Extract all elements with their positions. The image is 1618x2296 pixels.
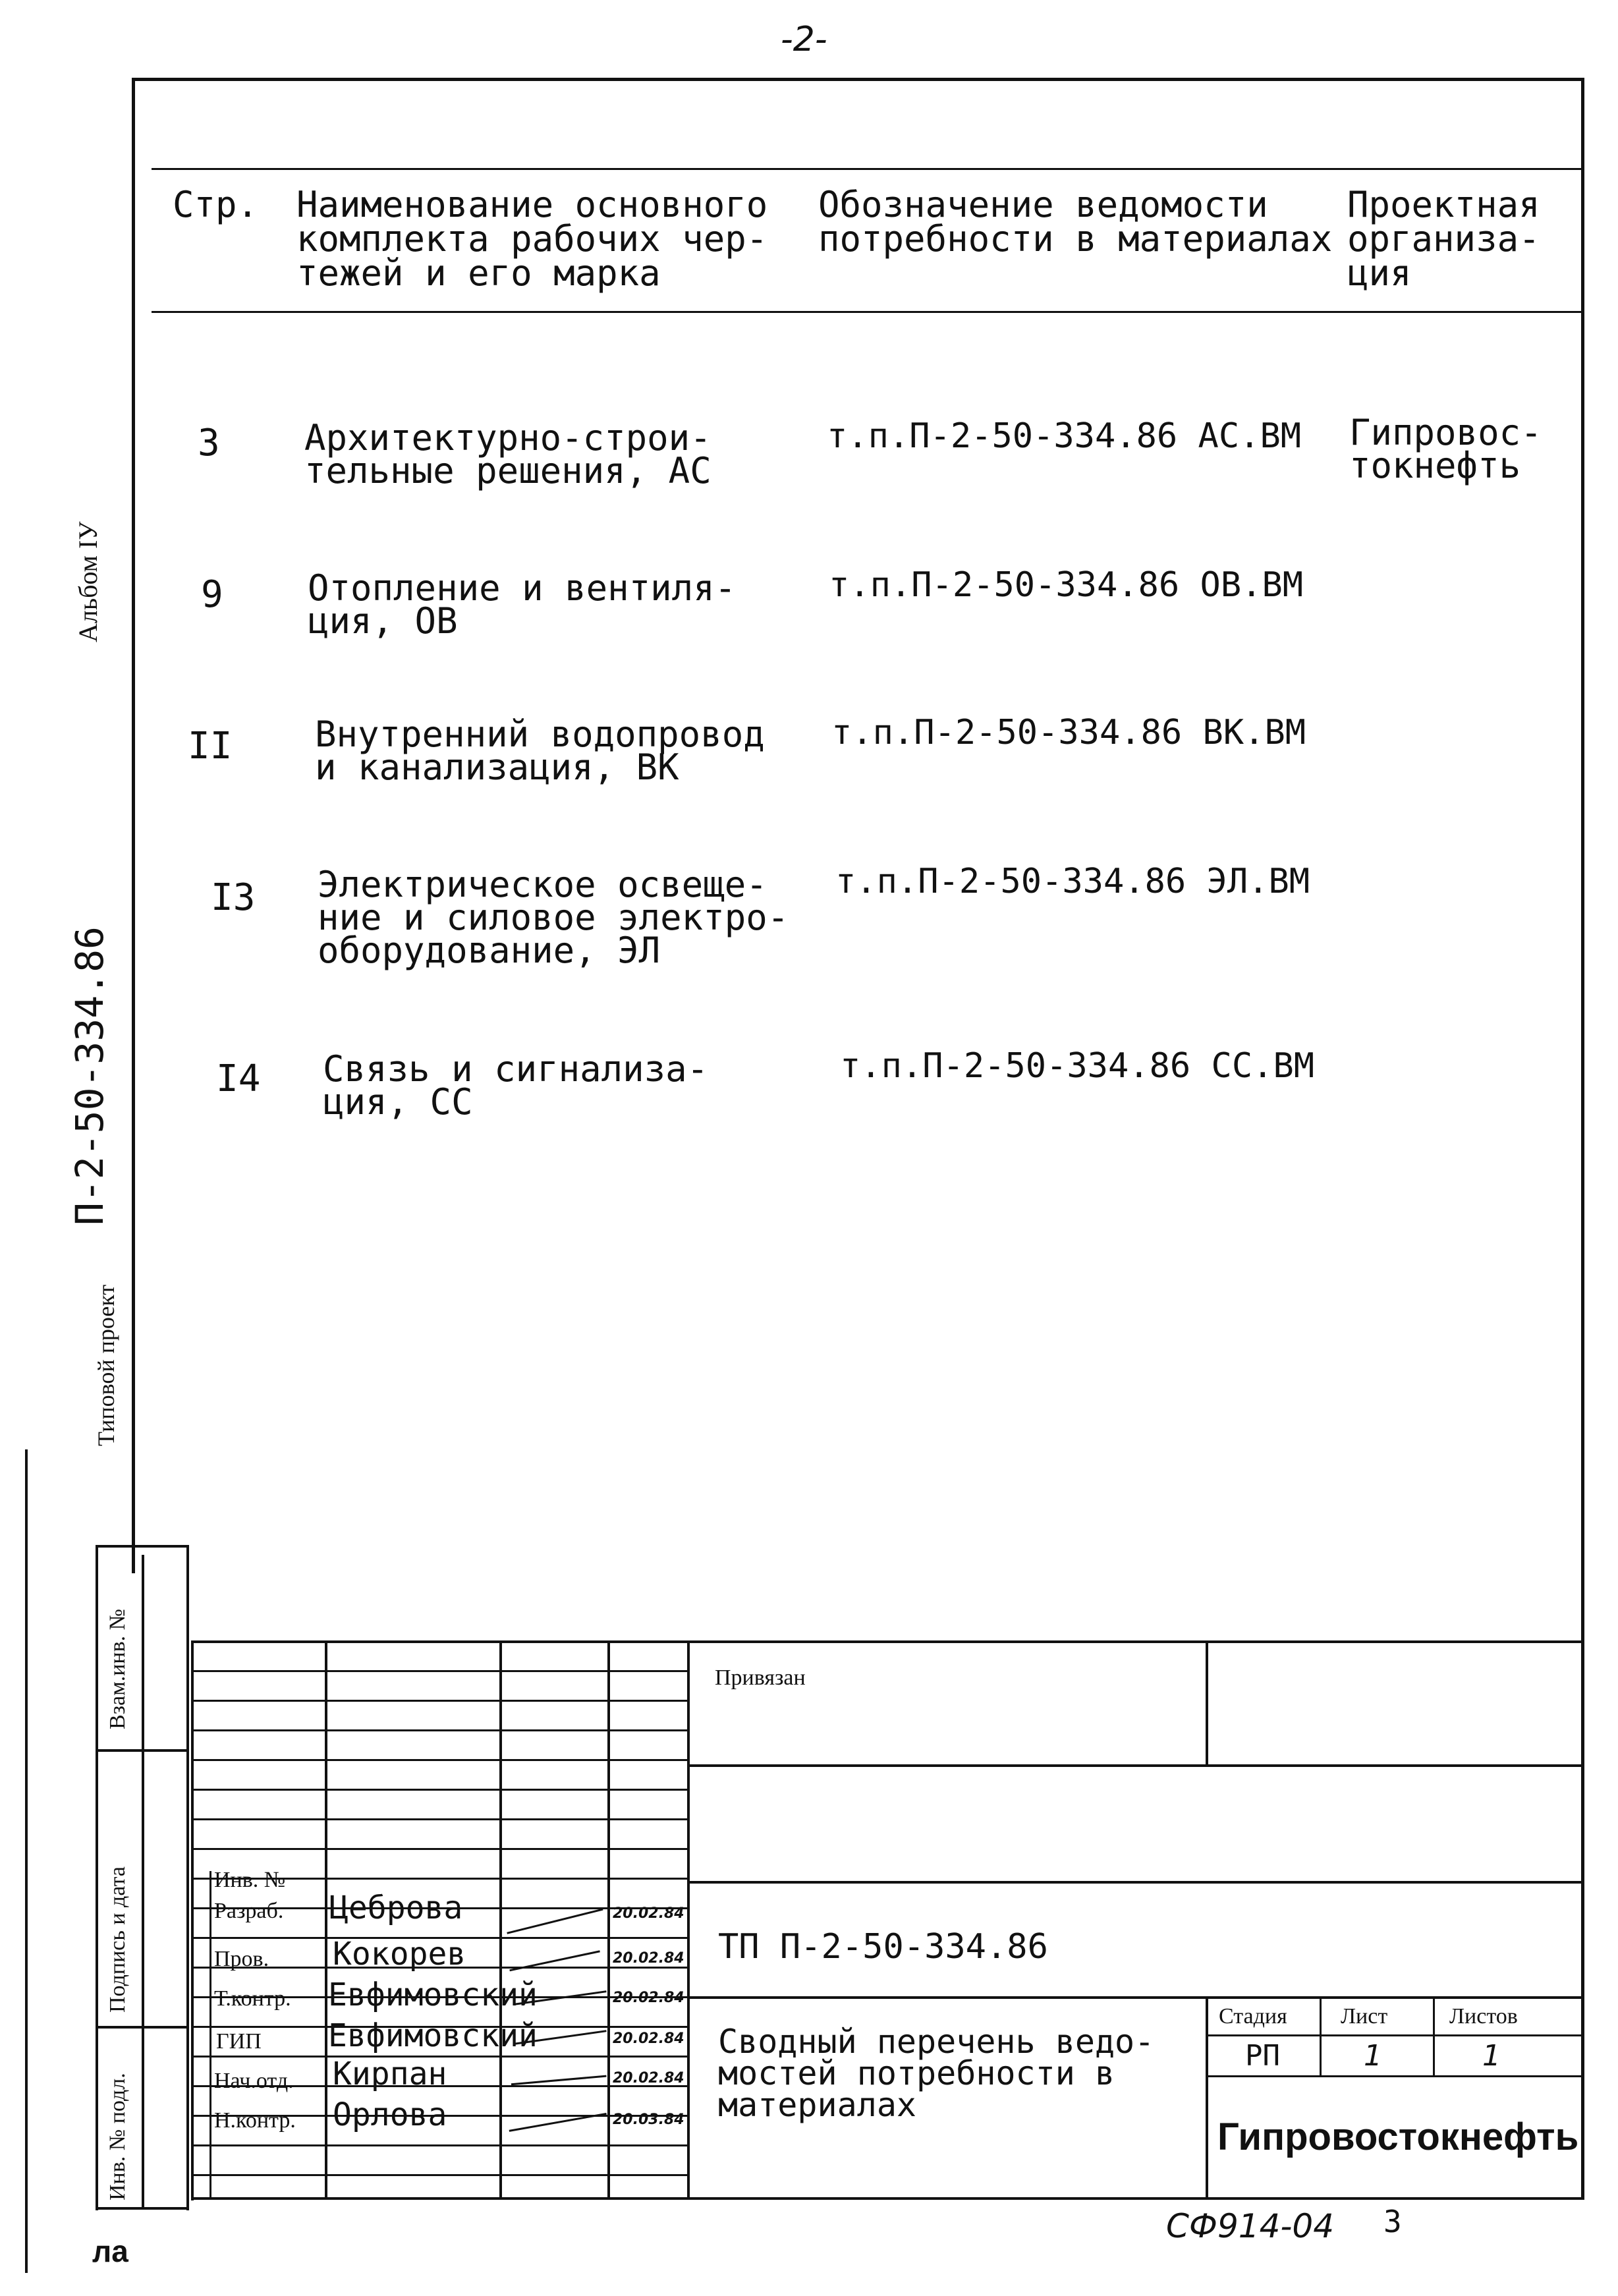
person-name: Кокорев bbox=[333, 1936, 466, 1973]
inv-no-label: Инв. № bbox=[214, 1868, 286, 1892]
grid-row bbox=[191, 1729, 688, 1731]
role-label: Пров. bbox=[214, 1947, 269, 1971]
grid-row bbox=[191, 1789, 688, 1791]
frame-left bbox=[132, 78, 135, 1573]
footer-code: СФ914-04 bbox=[1166, 2207, 1335, 2245]
tb-top bbox=[191, 1640, 1584, 1643]
row-name: Отопление и вентиля- ция, ОВ bbox=[308, 567, 737, 642]
grid-row bbox=[191, 1670, 688, 1672]
rb-col bbox=[1320, 1996, 1322, 2075]
sheet-label: Лист bbox=[1341, 2004, 1388, 2029]
stage-value: РП bbox=[1245, 2039, 1280, 2073]
side-box-bottom bbox=[96, 2207, 188, 2210]
project-label: Типовой проект bbox=[93, 1284, 119, 1446]
corner-text: ла bbox=[92, 2234, 128, 2268]
sign-date: 20.02.84 bbox=[613, 2070, 684, 2086]
role-label: Н.контр. bbox=[214, 2108, 296, 2133]
row-name: Связь и сигнализа- ция, СС bbox=[323, 1048, 709, 1123]
person-name: Евфимовский bbox=[328, 1976, 538, 2013]
stage-label: Стадия bbox=[1219, 2004, 1287, 2029]
sign-date: 20.03.84 bbox=[613, 2112, 684, 2128]
header-top-line bbox=[152, 168, 1584, 170]
side-box-mid bbox=[142, 1555, 144, 2207]
rb-row bbox=[1206, 2075, 1584, 2077]
row-name: Электрическое освеще- ние и силовое электро- оборудование, ЭЛ bbox=[318, 864, 789, 971]
row-org: Гипровос- токнефть bbox=[1349, 412, 1542, 486]
rb-row bbox=[687, 1764, 1584, 1767]
sheet-value: 1 bbox=[1364, 2039, 1382, 2073]
signature-image bbox=[503, 1895, 603, 1934]
sheets-value: 1 bbox=[1482, 2039, 1501, 2073]
tb-bottom bbox=[191, 2197, 1584, 2200]
signature-image bbox=[507, 2100, 607, 2132]
person-name: Евфимовский bbox=[328, 2017, 538, 2054]
grid-row bbox=[191, 1848, 688, 1850]
rb-row bbox=[687, 1881, 1584, 1884]
grid-row bbox=[191, 1700, 688, 1702]
row-code: т.п.П-2-50-334.86 СС.ВМ bbox=[840, 1046, 1315, 1086]
row-page: 3 bbox=[198, 422, 220, 464]
footer-page: 3 bbox=[1383, 2204, 1402, 2239]
row-code: т.п.П-2-50-334.86 АС.ВМ bbox=[827, 416, 1302, 456]
person-name: Цеброва bbox=[329, 1890, 463, 1926]
organization-name: Гипровостокнефть bbox=[1217, 2115, 1579, 2158]
side-box-div2 bbox=[96, 2026, 188, 2029]
grid-row bbox=[191, 2174, 688, 2176]
side-box-right bbox=[186, 1545, 189, 2210]
row-page: I3 bbox=[211, 876, 256, 919]
margin-line bbox=[25, 1449, 28, 2273]
sign-date: 20.02.84 bbox=[613, 2030, 684, 2047]
grid-col bbox=[209, 1871, 211, 2197]
doc-code: ТП П-2-50-334.86 bbox=[718, 1927, 1048, 1967]
grid-col bbox=[325, 1640, 327, 2197]
grid-row bbox=[191, 1818, 688, 1820]
privyazan-label: Привязан bbox=[715, 1666, 806, 1690]
row-code: т.п.П-2-50-334.86 ОВ.ВМ bbox=[829, 565, 1304, 605]
grid-col bbox=[607, 1640, 610, 2197]
document-title: Сводный перечень ведо- мостей потребности в материалах bbox=[718, 2023, 1155, 2124]
grid-col bbox=[687, 1640, 690, 2197]
rb-row bbox=[687, 1996, 1584, 1999]
sign-date: 20.02.84 bbox=[613, 1905, 684, 1922]
signature-image bbox=[510, 2065, 606, 2086]
row-page: II bbox=[188, 725, 233, 768]
grid-row bbox=[191, 1759, 688, 1761]
row-code: т.п.П-2-50-334.86 ЭЛ.ВМ bbox=[835, 862, 1310, 901]
header-org: Проектная организа- ция bbox=[1347, 184, 1540, 294]
frame-top bbox=[132, 78, 1584, 81]
inv-podl-label: Инв. № подл. bbox=[105, 2073, 130, 2200]
header-code: Обозначение ведомости потребности в материалах bbox=[818, 184, 1333, 260]
row-name: Внутренний водопровод и канализация, ВК bbox=[315, 714, 765, 788]
header-bottom-line bbox=[152, 311, 1584, 313]
row-name: Архитектурно-строи- тельные решения, АС bbox=[304, 417, 711, 491]
sheets-label: Листов bbox=[1449, 2004, 1518, 2029]
role-label: ГИП bbox=[216, 2029, 262, 2054]
person-name: Кирпан bbox=[333, 2056, 447, 2092]
rb-col bbox=[1433, 1996, 1435, 2075]
role-label: Т.контр. bbox=[214, 1986, 291, 2011]
rb-col bbox=[1206, 1996, 1208, 2197]
page-number: -2- bbox=[781, 20, 827, 59]
sign-date: 20.02.84 bbox=[613, 1990, 684, 2006]
side-box-div1 bbox=[96, 1749, 188, 1752]
grid-row bbox=[191, 2144, 688, 2146]
row-page: I4 bbox=[216, 1057, 261, 1100]
side-box-left bbox=[96, 1545, 98, 2210]
header-page: Стр. bbox=[173, 184, 259, 225]
privyazan-divider bbox=[1206, 1640, 1208, 1766]
rb-row bbox=[1206, 2034, 1584, 2036]
role-label: Разраб. bbox=[214, 1899, 284, 1923]
project-code: П-2-50-334.86 bbox=[67, 926, 112, 1225]
row-page: 9 bbox=[201, 573, 223, 616]
grid-col bbox=[499, 1640, 502, 2197]
person-name: Орлова bbox=[333, 2096, 447, 2133]
side-box-top bbox=[96, 1545, 188, 1548]
row-code: т.п.П-2-50-334.86 ВК.ВМ bbox=[831, 713, 1306, 752]
podpis-label: Подпись и дата bbox=[105, 1866, 130, 2013]
sign-date: 20.02.84 bbox=[613, 1950, 684, 1967]
album-label: Альбом IУ bbox=[73, 521, 103, 642]
header-name: Наименование основного комплекта рабочих чер- тежей и его марка bbox=[296, 184, 768, 294]
vzam-label: Взам.инв. № bbox=[105, 1608, 130, 1729]
role-label: Нач.отд. bbox=[214, 2069, 294, 2093]
